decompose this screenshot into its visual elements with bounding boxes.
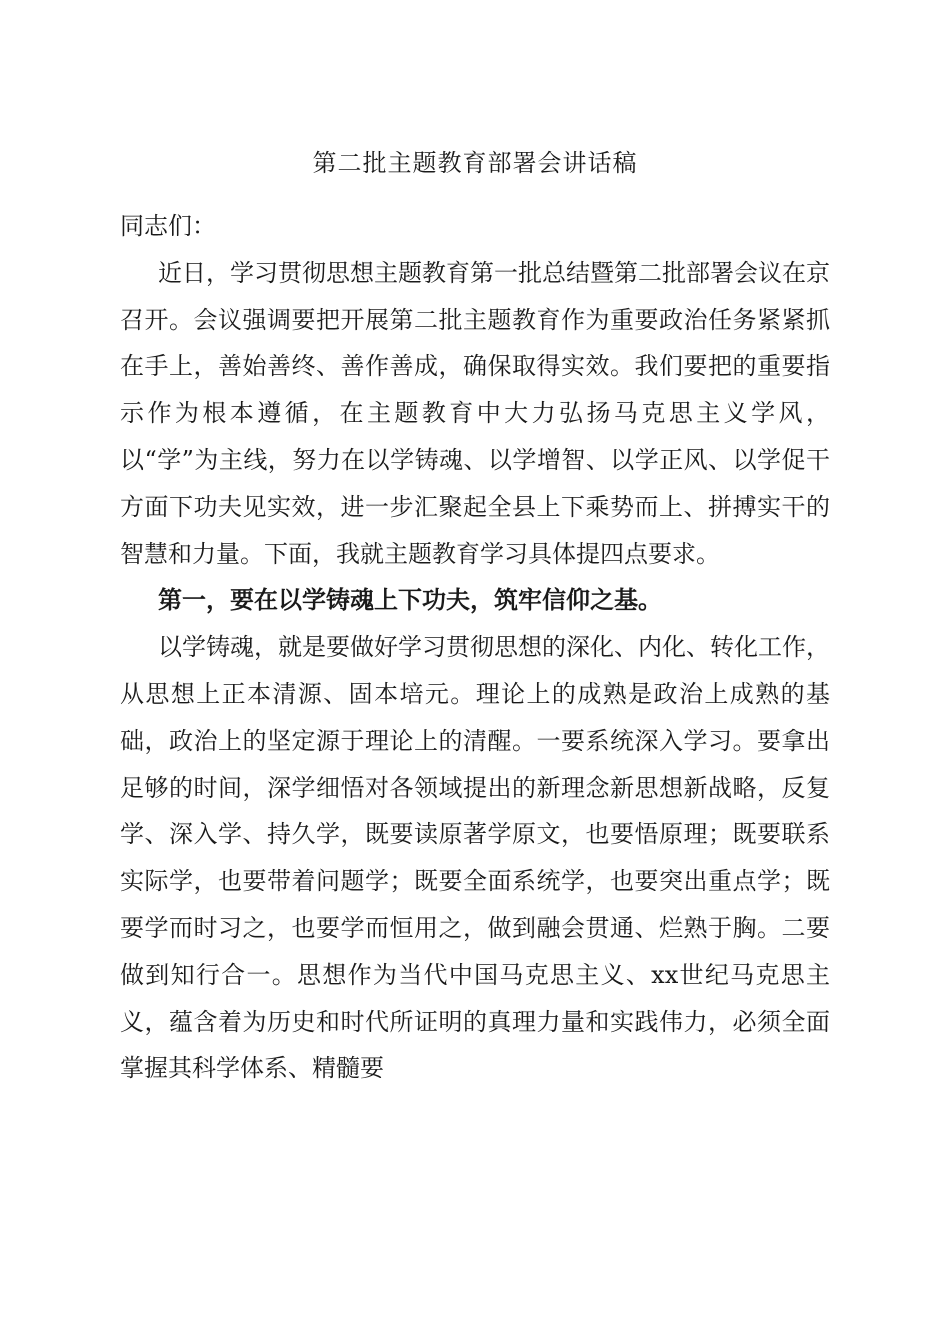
document-title: 第二批主题教育部署会讲话稿	[312, 149, 638, 177]
salutation: 同志们：	[120, 212, 216, 240]
document-body	[120, 203, 830, 1092]
intro-paragraph: 近日，学习贯彻思想主题教育第一批总结暨第二批部署会议在京召开。会议强调要把开展第二批主题教育作为重要政治任务紧紧抓在手上，善始善终、善作善成，确保取得实效。我们要把的重要指示作为根本遵循，在主题教育中大力弘扬马克思主义学风，以“学”为主线，努力在以学铸魂、以学增智、以学正风、以学促干方面下功夫见实效，进一步汇聚起全县上下乘势而上、拼搏实干的智慧和力量。下面，我就主题教育学习具体提四点要求。	[120, 258, 830, 568]
section-paragraph: 以学铸魂，就是要做好学习贯彻思想的深化、内化、转化工作，从思想上正本清源、固本培元。理论上的成熟是政治上成熟的基础，政治上的坚定源于理论上的清醒。一要系统深入学习。要拿出足够的时间，深学细悟对各领域提出的新理念新思想新战略，反复学、深入学、持久学，既要读原著学原文，也要悟原理；既要联系实际学，也要带着问题学；既要全面系统学，也要突出重点学；既要学而时习之，也要学而恒用之，做到融会贯通、烂熟于胸。二要做到知行合一。思想作为当代中国马克思主义、xx世纪马克思主义，蕴含着为历史和时代所证明的真理力量和实践伟力，必须全面掌握其科学体系、精髓要	[120, 633, 830, 1083]
section-heading: 第一，要在以学铸魂上下功夫，筑牢信仰之基。	[158, 585, 662, 615]
